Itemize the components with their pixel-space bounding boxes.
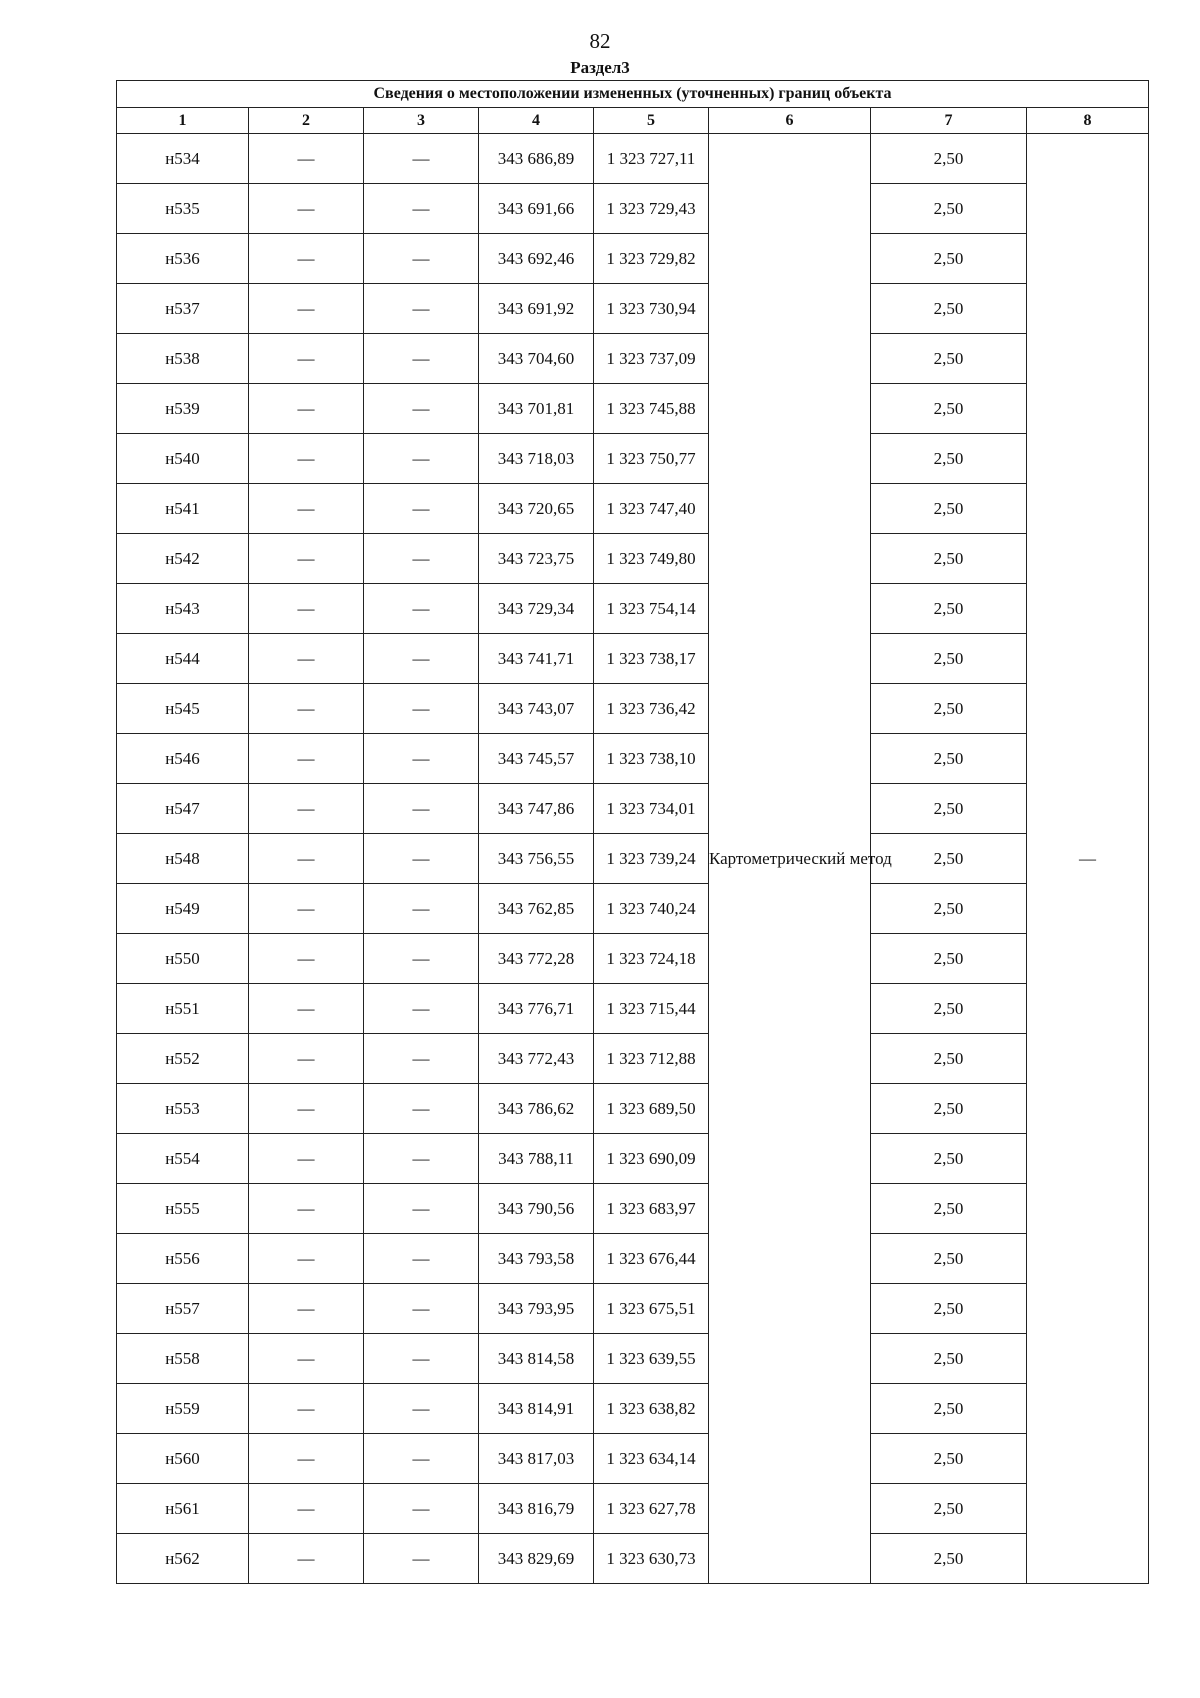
column-number-row [117, 108, 1149, 134]
x-coordinate-cell: 343 762,85 [479, 884, 594, 934]
column-number: 5 [594, 108, 709, 134]
accuracy-cell: 2,50 [871, 784, 1027, 834]
point-name-cell: н558 [117, 1334, 249, 1384]
table-row [117, 1534, 1149, 1584]
y-coordinate-cell: 1 323 689,50 [594, 1084, 709, 1134]
x-coordinate-cell: 343 772,43 [479, 1034, 594, 1084]
dash-cell: — [249, 284, 364, 334]
dash-cell: — [364, 434, 479, 484]
accuracy-cell: 2,50 [871, 1484, 1027, 1534]
section-title: Раздел3 [570, 58, 630, 77]
table-row [117, 334, 1149, 384]
point-name-cell: н545 [117, 684, 249, 734]
dash-cell: — [364, 1284, 479, 1334]
x-coordinate-cell: 343 691,66 [479, 184, 594, 234]
y-coordinate-cell: 1 323 749,80 [594, 534, 709, 584]
y-coordinate-cell: 1 323 750,77 [594, 434, 709, 484]
dash-cell: — [364, 1184, 479, 1234]
y-coordinate-cell: 1 323 736,42 [594, 684, 709, 734]
dash-cell: — [249, 1034, 364, 1084]
y-coordinate-cell: 1 323 729,43 [594, 184, 709, 234]
point-name-cell: н562 [117, 1534, 249, 1584]
accuracy-cell: 2,50 [871, 534, 1027, 584]
point-name-cell: н554 [117, 1134, 249, 1184]
y-coordinate-cell: 1 323 715,44 [594, 984, 709, 1034]
dash-cell: — [249, 1234, 364, 1284]
y-coordinate-cell: 1 323 639,55 [594, 1334, 709, 1384]
y-coordinate-cell: 1 323 738,10 [594, 734, 709, 784]
y-coordinate-cell: 1 323 747,40 [594, 484, 709, 534]
dash-cell: — [364, 1384, 479, 1434]
table-row [117, 1384, 1149, 1434]
dash-cell: — [249, 884, 364, 934]
dash-cell: — [364, 134, 479, 184]
table-row [117, 1334, 1149, 1384]
table-row [117, 834, 1149, 884]
dash-cell: — [364, 284, 479, 334]
column-number: 3 [364, 108, 479, 134]
accuracy-cell: 2,50 [871, 884, 1027, 934]
accuracy-cell: 2,50 [871, 684, 1027, 734]
dash-cell: — [249, 1184, 364, 1234]
accuracy-cell: 2,50 [871, 1184, 1027, 1234]
table-row [117, 1084, 1149, 1134]
accuracy-cell: 2,50 [871, 1134, 1027, 1184]
dash-cell: — [364, 1034, 479, 1084]
y-coordinate-cell: 1 323 627,78 [594, 1484, 709, 1534]
dash-cell: — [249, 184, 364, 234]
x-coordinate-cell: 343 720,65 [479, 484, 594, 534]
y-coordinate-cell: 1 323 675,51 [594, 1284, 709, 1334]
y-coordinate-cell: 1 323 730,94 [594, 284, 709, 334]
dash-cell: — [364, 1234, 479, 1284]
point-name-cell: н538 [117, 334, 249, 384]
coordinates-table [116, 80, 1149, 1584]
y-coordinate-cell: 1 323 676,44 [594, 1234, 709, 1284]
dash-cell: — [249, 934, 364, 984]
dash-cell: — [364, 984, 479, 1034]
dash-cell: — [364, 1334, 479, 1384]
table-row [117, 934, 1149, 984]
point-name-cell: н536 [117, 234, 249, 284]
x-coordinate-cell: 343 743,07 [479, 684, 594, 734]
dash-cell: — [249, 1534, 364, 1584]
dash-cell: — [364, 534, 479, 584]
dash-cell: — [364, 184, 479, 234]
accuracy-cell: 2,50 [871, 1084, 1027, 1134]
accuracy-cell: 2,50 [871, 934, 1027, 984]
point-name-cell: н552 [117, 1034, 249, 1084]
accuracy-cell: 2,50 [871, 1434, 1027, 1484]
x-coordinate-cell: 343 814,91 [479, 1384, 594, 1434]
dash-cell: — [364, 734, 479, 784]
dash-cell: — [249, 584, 364, 634]
accuracy-cell: 2,50 [871, 434, 1027, 484]
x-coordinate-cell: 343 817,03 [479, 1434, 594, 1484]
y-coordinate-cell: 1 323 634,14 [594, 1434, 709, 1484]
table-row [117, 884, 1149, 934]
table-row [117, 284, 1149, 334]
x-coordinate-cell: 343 793,95 [479, 1284, 594, 1334]
method-cell: Картометрический метод [709, 134, 871, 1584]
dash-cell: — [249, 734, 364, 784]
table-row [117, 1484, 1149, 1534]
table-row [117, 1234, 1149, 1284]
x-coordinate-cell: 343 729,34 [479, 584, 594, 634]
table-row [117, 1434, 1149, 1484]
point-name-cell: н551 [117, 984, 249, 1034]
accuracy-cell: 2,50 [871, 1234, 1027, 1284]
column-8-cell: — [1027, 134, 1149, 1584]
x-coordinate-cell: 343 772,28 [479, 934, 594, 984]
dash-cell: — [249, 834, 364, 884]
point-name-cell: н557 [117, 1284, 249, 1334]
point-name-cell: н534 [117, 134, 249, 184]
x-coordinate-cell: 343 786,62 [479, 1084, 594, 1134]
column-number: 6 [709, 108, 871, 134]
point-name-cell: н539 [117, 384, 249, 434]
point-name-cell: н550 [117, 934, 249, 984]
accuracy-cell: 2,50 [871, 734, 1027, 784]
x-coordinate-cell: 343 793,58 [479, 1234, 594, 1284]
dash-cell: — [364, 634, 479, 684]
dash-cell: — [364, 1134, 479, 1184]
dash-cell: — [364, 884, 479, 934]
dash-cell: — [364, 834, 479, 884]
dash-cell: — [249, 1084, 364, 1134]
dash-cell: — [249, 634, 364, 684]
point-name-cell: н559 [117, 1384, 249, 1434]
dash-cell: — [364, 484, 479, 534]
dash-cell: — [249, 784, 364, 834]
point-name-cell: н535 [117, 184, 249, 234]
dash-cell: — [249, 484, 364, 534]
dash-cell: — [249, 1434, 364, 1484]
y-coordinate-cell: 1 323 630,73 [594, 1534, 709, 1584]
y-coordinate-cell: 1 323 739,24 [594, 834, 709, 884]
table-body [117, 134, 1149, 1584]
y-coordinate-cell: 1 323 729,82 [594, 234, 709, 284]
dash-cell: — [249, 1134, 364, 1184]
x-coordinate-cell: 343 745,57 [479, 734, 594, 784]
column-number: 4 [479, 108, 594, 134]
column-number: 1 [117, 108, 249, 134]
dash-cell: — [364, 1084, 479, 1134]
accuracy-cell: 2,50 [871, 134, 1027, 184]
y-coordinate-cell: 1 323 754,14 [594, 584, 709, 634]
x-coordinate-cell: 343 741,71 [479, 634, 594, 684]
y-coordinate-cell: 1 323 738,17 [594, 634, 709, 684]
x-coordinate-cell: 343 686,89 [479, 134, 594, 184]
dash-cell: — [364, 234, 479, 284]
table-row [117, 1284, 1149, 1334]
table-row [117, 134, 1149, 184]
y-coordinate-cell: 1 323 727,11 [594, 134, 709, 184]
dash-cell: — [364, 1534, 479, 1584]
x-coordinate-cell: 343 718,03 [479, 434, 594, 484]
x-coordinate-cell: 343 747,86 [479, 784, 594, 834]
point-name-cell: н555 [117, 1184, 249, 1234]
y-coordinate-cell: 1 323 745,88 [594, 384, 709, 434]
y-coordinate-cell: 1 323 734,01 [594, 784, 709, 834]
point-name-cell: н541 [117, 484, 249, 534]
dash-cell: — [249, 1284, 364, 1334]
dash-cell: — [364, 384, 479, 434]
point-name-cell: н543 [117, 584, 249, 634]
column-number: 2 [249, 108, 364, 134]
accuracy-cell: 2,50 [871, 1034, 1027, 1084]
table-row [117, 1184, 1149, 1234]
accuracy-cell: 2,50 [871, 184, 1027, 234]
point-name-cell: н556 [117, 1234, 249, 1284]
table-row [117, 184, 1149, 234]
dash-cell: — [249, 534, 364, 584]
point-name-cell: н537 [117, 284, 249, 334]
dash-cell: — [364, 584, 479, 634]
x-coordinate-cell: 343 692,46 [479, 234, 594, 284]
dash-cell: — [364, 784, 479, 834]
point-name-cell: н547 [117, 784, 249, 834]
table-row [117, 1134, 1149, 1184]
accuracy-cell: 2,50 [871, 334, 1027, 384]
point-name-cell: н542 [117, 534, 249, 584]
point-name-cell: н561 [117, 1484, 249, 1534]
table-row [117, 734, 1149, 784]
table-row [117, 1034, 1149, 1084]
page-number: 82 [589, 29, 611, 53]
table-row [117, 534, 1149, 584]
accuracy-cell: 2,50 [871, 234, 1027, 284]
dash-cell: — [249, 984, 364, 1034]
dash-cell: — [249, 334, 364, 384]
table-row [117, 984, 1149, 1034]
y-coordinate-cell: 1 323 683,97 [594, 1184, 709, 1234]
accuracy-cell: 2,50 [871, 284, 1027, 334]
dash-cell: — [364, 334, 479, 384]
x-coordinate-cell: 343 776,71 [479, 984, 594, 1034]
point-name-cell: н540 [117, 434, 249, 484]
dash-cell: — [249, 434, 364, 484]
accuracy-cell: 2,50 [871, 584, 1027, 634]
accuracy-cell: 2,50 [871, 634, 1027, 684]
y-coordinate-cell: 1 323 690,09 [594, 1134, 709, 1184]
x-coordinate-cell: 343 829,69 [479, 1534, 594, 1584]
accuracy-cell: 2,50 [871, 1384, 1027, 1434]
x-coordinate-cell: 343 790,56 [479, 1184, 594, 1234]
y-coordinate-cell: 1 323 737,09 [594, 334, 709, 384]
dash-cell: — [249, 684, 364, 734]
y-coordinate-cell: 1 323 724,18 [594, 934, 709, 984]
accuracy-cell: 2,50 [871, 1284, 1027, 1334]
accuracy-cell: 2,50 [871, 834, 1027, 884]
dash-cell: — [249, 1484, 364, 1534]
point-name-cell: н544 [117, 634, 249, 684]
dash-cell: — [249, 1334, 364, 1384]
point-name-cell: н560 [117, 1434, 249, 1484]
table-row [117, 784, 1149, 834]
x-coordinate-cell: 343 723,75 [479, 534, 594, 584]
dash-cell: — [249, 1384, 364, 1434]
y-coordinate-cell: 1 323 740,24 [594, 884, 709, 934]
accuracy-cell: 2,50 [871, 984, 1027, 1034]
point-name-cell: н549 [117, 884, 249, 934]
point-name-cell: н546 [117, 734, 249, 784]
dash-cell: — [249, 134, 364, 184]
dash-cell: — [249, 384, 364, 434]
accuracy-cell: 2,50 [871, 384, 1027, 434]
point-name-cell: н548 [117, 834, 249, 884]
x-coordinate-cell: 343 704,60 [479, 334, 594, 384]
table-row [117, 434, 1149, 484]
dash-cell: — [364, 1484, 479, 1534]
dash-cell: — [364, 934, 479, 984]
y-coordinate-cell: 1 323 712,88 [594, 1034, 709, 1084]
x-coordinate-cell: 343 788,11 [479, 1134, 594, 1184]
point-name-cell: н553 [117, 1084, 249, 1134]
column-number: 8 [1027, 108, 1149, 134]
dash-cell: — [364, 684, 479, 734]
table-caption: Сведения о местоположении измененных (уточненных) границ объекта [117, 81, 1149, 108]
x-coordinate-cell: 343 756,55 [479, 834, 594, 884]
table-row [117, 234, 1149, 284]
x-coordinate-cell: 343 691,92 [479, 284, 594, 334]
x-coordinate-cell: 343 814,58 [479, 1334, 594, 1384]
x-coordinate-cell: 343 701,81 [479, 384, 594, 434]
dash-cell: — [249, 234, 364, 284]
table-row [117, 484, 1149, 534]
x-coordinate-cell: 343 816,79 [479, 1484, 594, 1534]
accuracy-cell: 2,50 [871, 1534, 1027, 1584]
accuracy-cell: 2,50 [871, 484, 1027, 534]
table-row [117, 384, 1149, 434]
y-coordinate-cell: 1 323 638,82 [594, 1384, 709, 1434]
table-row [117, 584, 1149, 634]
dash-cell: — [364, 1434, 479, 1484]
column-number: 7 [871, 108, 1027, 134]
table-row [117, 634, 1149, 684]
accuracy-cell: 2,50 [871, 1334, 1027, 1384]
table-row [117, 684, 1149, 734]
